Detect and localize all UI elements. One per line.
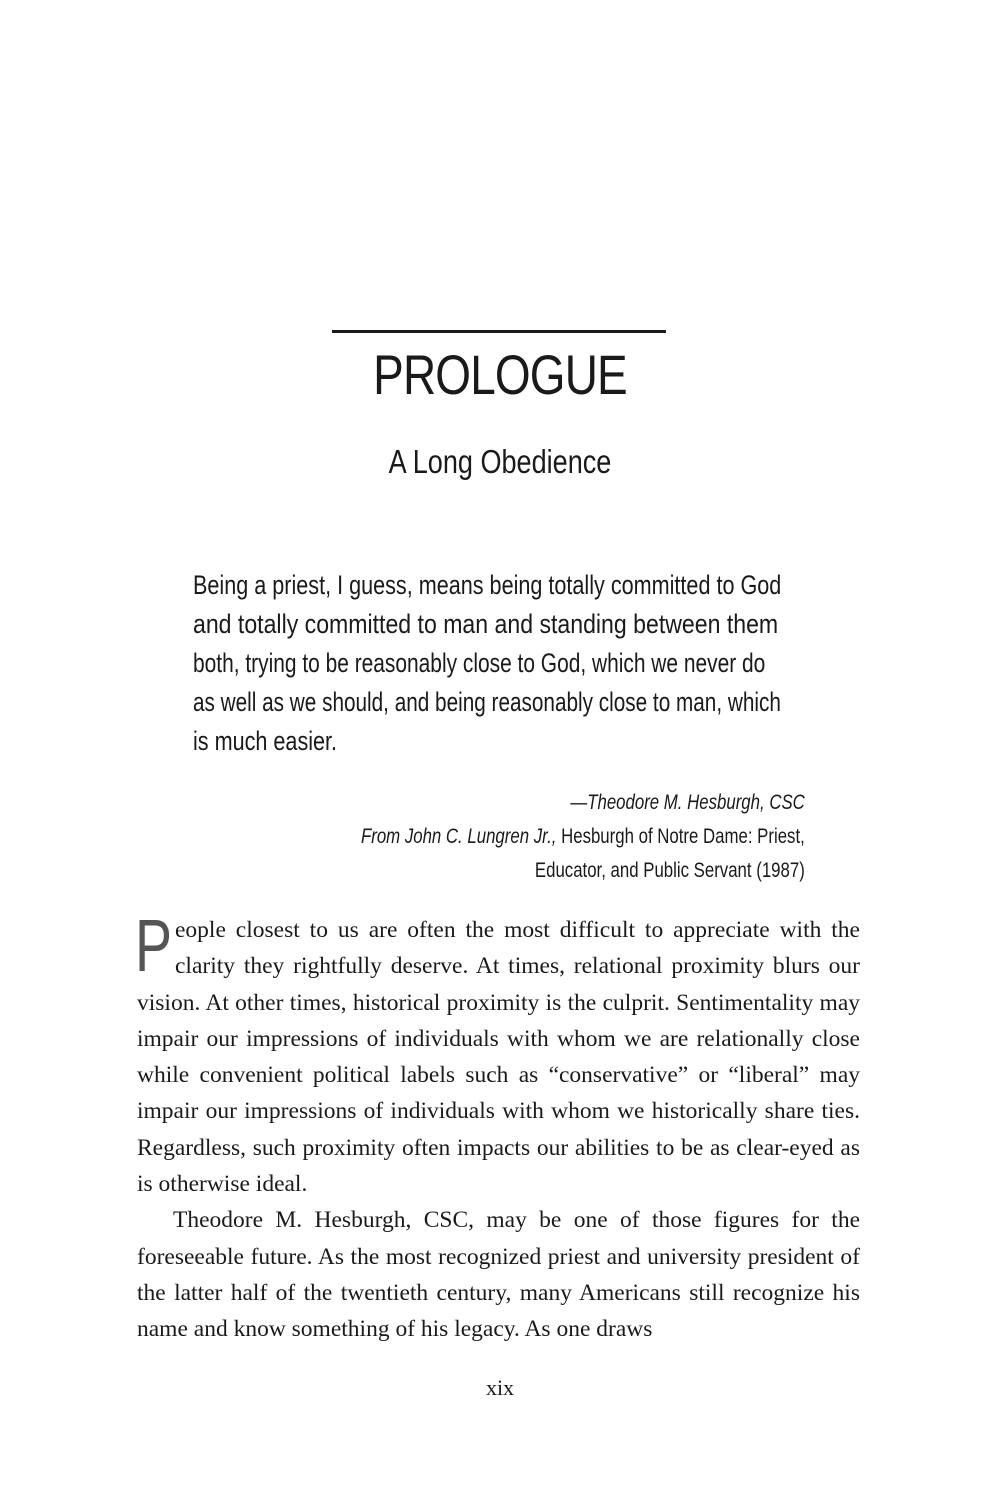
chapter-subtitle: A Long Obedience: [388, 443, 612, 480]
attribution-author: —Theodore M. Hesburgh, CSC: [570, 791, 805, 814]
epigraph-attribution: [250, 786, 805, 888]
paragraph: [135, 904, 860, 1202]
epigraph-line: Being a priest, I guess, means being totally committed to God: [193, 570, 782, 600]
chapter-title: PROLOGUE: [373, 343, 627, 406]
title-rule: [332, 330, 666, 333]
body-text: [135, 904, 860, 1348]
attribution-source-prefix: From John C. Lungren Jr.,: [361, 825, 557, 848]
epigraph-line: is much easier.: [193, 726, 338, 756]
attribution-source: [361, 820, 805, 854]
epigraph-line: as well as we should, and being reasonably close to man, which: [193, 687, 781, 717]
epigraph-line: both, trying to be reasonably close to God, which we never do: [193, 648, 766, 678]
drop-cap: P: [135, 904, 173, 987]
epigraph-line: and totally committed to man and standing between them: [193, 609, 779, 639]
paragraph: Theodore M. Hesburgh, CSC, may be one of those figures for the foreseeable future. As the most recognized priest and university president of the latter half of the twentieth century, many Americans still recognize his name and know something of his legacy. As one draws: [137, 1207, 860, 1343]
page-number: xix: [485, 1375, 515, 1400]
attribution-source-title: Hesburgh of Notre Dame: Priest,: [556, 825, 805, 848]
attribution-source-continued: Educator, and Public Servant (1987): [535, 859, 805, 882]
epigraph: [193, 566, 805, 761]
paragraph-text: eople closest to us are often the most difficult to appreciate with the clarity they rightfully deserve. At times, relational proximity blurs our vision. At other times, historical proximity is the culprit. Sentimentality may impair our impressions of individuals with whom we are relationally close while convenient political labels such as “conservative” or “liberal” may impair our impressions of individuals with whom we historically share ties. Regardless, such proximity often impacts our abilities to be as clear-eyed as is otherwise ideal.: [137, 917, 860, 1198]
